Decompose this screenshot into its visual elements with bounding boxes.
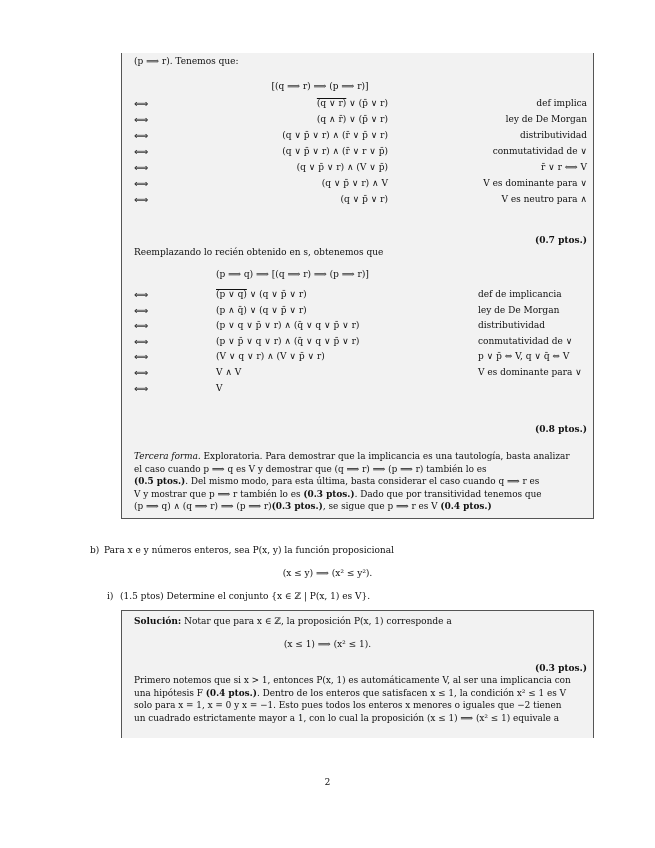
part-b-text: Para x e y números enteros, sea P(x, y) la función proposicional xyxy=(104,546,394,556)
expression-text: ∨ (q ∨ p̄ ∨ r) xyxy=(246,290,307,300)
expression-text: (q ∨ p̄ ∨ r) ∧ V xyxy=(321,179,388,189)
solution-p-line2c: . Dentro de los enteros que satisfacen x ≤ 1, la condición x² ≤ 1 es V xyxy=(256,688,567,699)
solution-formula: (x ≤ 1) ⟹ (x² ≤ 1). xyxy=(283,640,372,650)
justification: conmutatividad de ∨ xyxy=(478,336,573,347)
intro-line: (p ⟹ r). Tenemos que: xyxy=(134,57,239,67)
tercera-line5a: (p ⟹ q) ∧ (q ⟹ r) ⟹ (p ⟹ r) xyxy=(134,502,272,513)
justification: distributividad xyxy=(478,321,545,332)
derivation-expression xyxy=(148,195,388,206)
justification: V es dominante para ∨ xyxy=(483,179,587,189)
negated-term: (p ∨ q) xyxy=(216,290,247,300)
justification: V es dominante para ∨ xyxy=(478,368,582,378)
iff-symbol: ⟺ xyxy=(134,368,149,379)
justification: p ∨ p̄ ⇔ V, q ∨ q̄ ⇔ V xyxy=(478,352,570,363)
tercera-line3: . Del mismo modo, para esta última, basta considerar el caso cuando q ⟹ r es xyxy=(185,477,540,488)
tercera-pts-0-5: (0.5 ptos.) xyxy=(134,477,186,488)
part-b-formula: (x ≤ y) ⟹ (x² ≤ y²). xyxy=(282,569,373,579)
iff-symbol: ⟺ xyxy=(134,195,149,206)
tercera-forma-paragraph xyxy=(134,451,586,514)
iff-symbol: ⟺ xyxy=(134,99,149,110)
iff-symbol: ⟺ xyxy=(134,336,149,348)
expression-text: (V ∨ q ∨ r) ∧ (V ∨ p̄ ∨ r) xyxy=(216,352,325,363)
iff-symbol: ⟺ xyxy=(134,163,149,174)
tercera-pts-0-3b: (0.3 ptos.) xyxy=(271,502,323,513)
expression-text: V xyxy=(216,383,223,394)
derivation1-head: [(q ⟹ r) ⟹ (p ⟹ r)] xyxy=(271,82,369,92)
iff-symbol: ⟺ xyxy=(134,147,149,158)
item-i-label: i) xyxy=(107,592,114,602)
iff-symbol: ⟺ xyxy=(134,352,149,364)
solution-line xyxy=(134,617,452,628)
negated-term: (q ∨ r) xyxy=(316,99,347,109)
solution-p-line3: solo para x = 1, x = 0 y x = −1. Esto pues todos los enteros x menores o iguales que −2 tienen xyxy=(134,701,562,712)
points-0-8: (0.8 ptos.) xyxy=(535,425,587,435)
expression-text: (q ∨ p̄ ∨ r) ∧ (r̄ ∨ r ∨ p̄) xyxy=(282,147,388,157)
tercera-line4c: . Dado que por transitividad tenemos que xyxy=(354,489,542,500)
justification: conmutatividad de ∨ xyxy=(492,147,587,157)
expression-text: (q ∧ r̄) ∨ (p̄ ∨ r) xyxy=(316,115,388,125)
justification: r̄ ∨ r ⟺ V xyxy=(540,163,587,173)
derivation-expression xyxy=(148,99,388,110)
iff-symbol: ⟺ xyxy=(134,131,149,142)
solution-paragraph xyxy=(134,675,586,725)
justification: def implica xyxy=(536,99,587,109)
derivation-expression xyxy=(148,131,388,142)
expression-text: V ∧ V xyxy=(216,368,242,378)
justification: distributividad xyxy=(520,131,587,141)
iff-symbol: ⟺ xyxy=(134,321,149,333)
iff-symbol: ⟺ xyxy=(134,383,149,395)
iff-symbol: ⟺ xyxy=(134,179,149,190)
solution-pts-0-4: (0.4 ptos.) xyxy=(205,688,257,699)
justification: ley de De Morgan xyxy=(505,115,587,125)
derivation-expression xyxy=(148,179,388,190)
expression-text: (p ∧ q̄) ∨ (q ∨ p̄ ∨ r) xyxy=(216,305,307,316)
derivation-expression xyxy=(148,147,388,158)
tercera-pts-0-4: (0.4 ptos.) xyxy=(440,502,492,513)
derivation-expression xyxy=(216,306,307,317)
item-i-text: (1.5 ptos) Determine el conjunto {x ∈ ℤ | P(x, 1) es V}. xyxy=(120,592,371,602)
expression-text: (p ∨ p̄ ∨ q ∨ r) ∧ (q̄ ∨ q ∨ p̄ ∨ r) xyxy=(216,336,360,347)
iff-symbol: ⟺ xyxy=(134,305,149,317)
derivation-expression xyxy=(148,115,388,126)
tercera-line4a: V y mostrar que p ⟹ r también lo es xyxy=(134,489,304,500)
tercera-pts-0-3a: (0.3 ptos.) xyxy=(303,489,355,500)
derivation-expression xyxy=(216,352,325,363)
derivation2-head: (p ⟹ q) ⟹ [(q ⟹ r) ⟹ (p ⟹ r)] xyxy=(216,270,369,280)
expression-text: (p ∨ q ∨ p̄ ∨ r) ∧ (q̄ ∨ q ∨ p̄ ∨ r) xyxy=(216,321,360,332)
part-b-label: b) xyxy=(90,546,100,556)
solution-label: Solución: xyxy=(134,617,182,627)
points-0-3: (0.3 ptos.) xyxy=(535,664,587,674)
points-0-7: (0.7 ptos.) xyxy=(535,236,587,246)
derivation-expression xyxy=(216,384,223,395)
page-number: 2 xyxy=(324,778,331,788)
iff-symbol: ⟺ xyxy=(134,115,149,126)
expression-text: (q ∨ p̄ ∨ r) xyxy=(340,195,388,205)
justification: ley de De Morgan xyxy=(478,305,560,316)
justification: def de implicancia xyxy=(478,290,562,300)
derivation-expression xyxy=(216,337,359,348)
iff-symbol: ⟺ xyxy=(134,290,149,301)
justification: V es neutro para ∧ xyxy=(501,195,587,205)
solution-p-line4: un cuadrado estrictamente mayor a 1, con lo cual la proposición (x ≤ 1) ⟹ (x² ≤ 1) equivale a xyxy=(134,713,559,724)
derivation-expression xyxy=(216,321,359,332)
solution-text: Notar que para x ∈ ℤ, la proposición P(x, 1) corresponde a xyxy=(181,617,452,627)
derivation-expression xyxy=(216,368,241,379)
expression-text: (q ∨ p̄ ∨ r) ∧ (V ∨ p̄) xyxy=(296,163,388,173)
expression-text: ∨ (p̄ ∨ r) xyxy=(346,99,388,109)
solution-p-line2a: una hipótesis F xyxy=(134,688,206,699)
solution-p-line1: Primero notemos que si x > 1, entonces P(x, 1) es automáticamente V, al ser una implicancia con xyxy=(134,676,571,686)
tercera-line5c: , se sigue que p ⟹ r es V xyxy=(322,502,441,513)
tercera-line2: el caso cuando p ⟹ q es V y demostrar que (q ⟹ r) ⟹ (p ⟹ r) también lo es xyxy=(134,464,487,475)
tercera-title: Tercera forma. xyxy=(134,452,201,462)
expression-text: (q ∨ p̄ ∨ r) ∧ (r̄ ∨ p̄ ∨ r) xyxy=(282,131,388,141)
tercera-line1: Exploratoria. Para demostrar que la implicancia es una tautología, basta analizar xyxy=(200,452,570,462)
derivation-expression xyxy=(216,290,307,301)
derivation-expression xyxy=(148,163,388,174)
replace-text: Reemplazando lo recién obtenido en s, obtenemos que xyxy=(134,248,384,258)
